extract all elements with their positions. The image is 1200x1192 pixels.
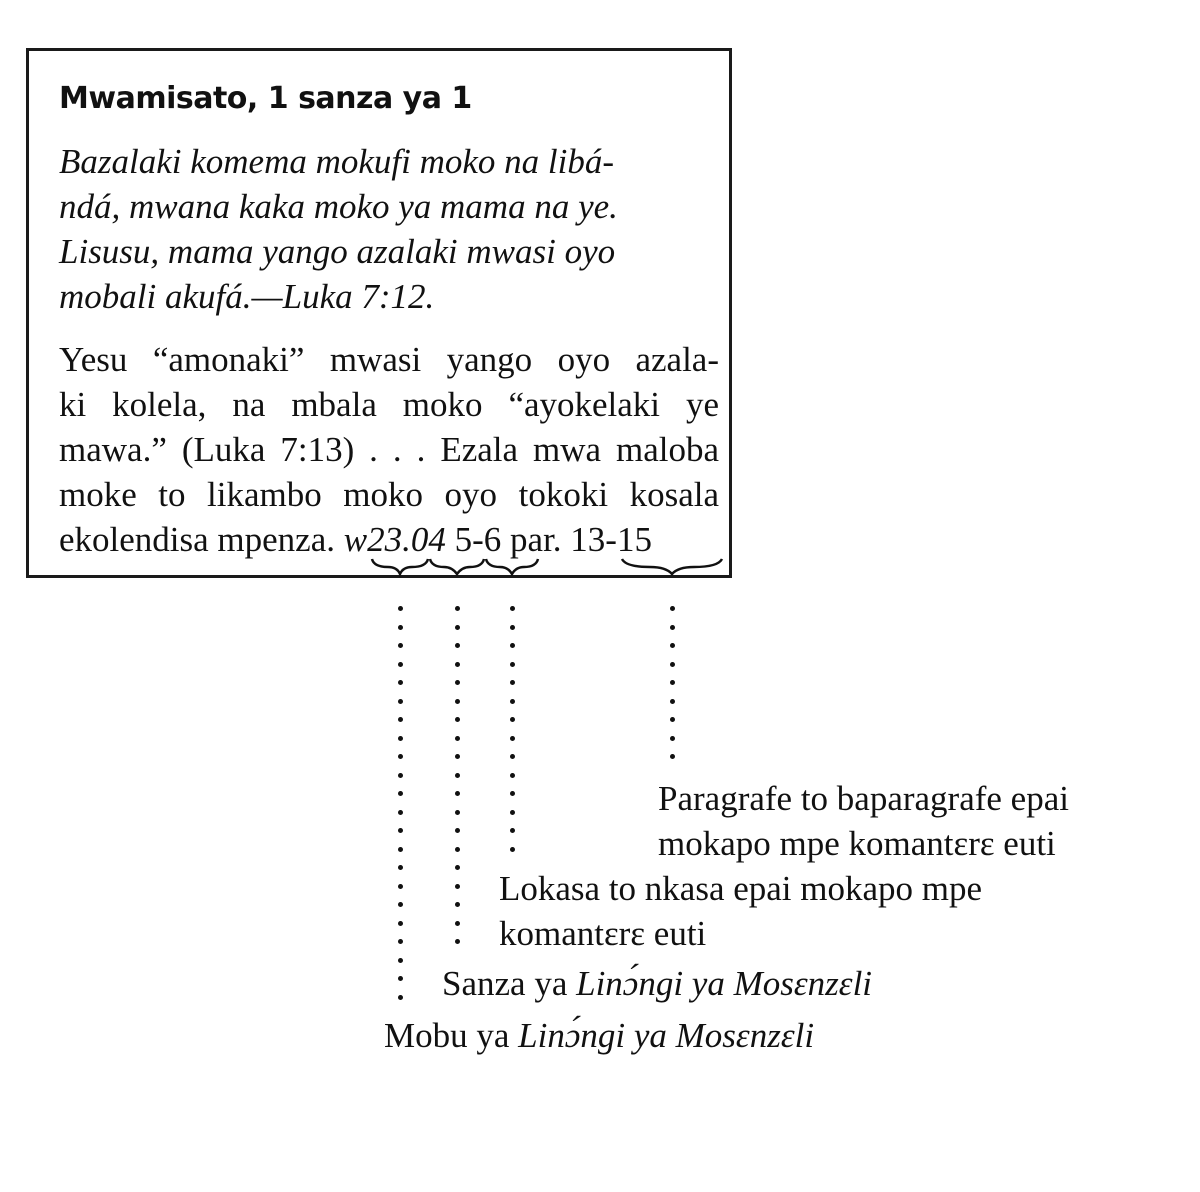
leader-dot: [510, 699, 515, 704]
leader-dot: [455, 773, 460, 778]
annotation-month: Sanza ya Linɔ́ngi ya Mosɛnzɛli: [442, 964, 873, 1003]
leader-dot: [398, 958, 403, 963]
leader-dot: [510, 662, 515, 667]
brace-year-icon: [370, 555, 430, 577]
leader-dot: [510, 847, 515, 852]
leader-dot: [398, 921, 403, 926]
leader-dot: [510, 680, 515, 685]
leader-dot: [670, 643, 675, 648]
leader-dot: [398, 754, 403, 759]
leader-dot: [455, 736, 460, 741]
leader-dot: [670, 736, 675, 741]
leader-dot: [398, 847, 403, 852]
leader-dot: [455, 699, 460, 704]
leader-dot: [510, 791, 515, 796]
leader-dot: [455, 754, 460, 759]
leader-dot: [455, 680, 460, 685]
leader-dot: [398, 884, 403, 889]
commentary-line: moke to likambo moko oyo tokoki kosala: [59, 475, 719, 514]
leader-dot: [670, 662, 675, 667]
leader-dot: [510, 810, 515, 815]
paragraph-range: 13-15: [570, 520, 652, 559]
leader-dot: [398, 606, 403, 611]
leader-dot: [455, 828, 460, 833]
leader-dot: [398, 662, 403, 667]
leader-dot: [455, 921, 460, 926]
leader-dot: [398, 828, 403, 833]
commentary-line: Yesu “amonaki” mwasi yango oyo azala-: [59, 340, 719, 379]
leader-dot: [455, 662, 460, 667]
daily-text-card: [26, 48, 732, 578]
leader-dot: [398, 736, 403, 741]
leader-dot: [670, 754, 675, 759]
leader-dot: [398, 717, 403, 722]
annotation-paragraphs: Paragrafe to baparagrafe epai mokapo mpe komantɛrɛ euti: [658, 779, 1069, 863]
leader-dot: [670, 625, 675, 630]
leader-dot: [510, 643, 515, 648]
card-title: Mwamisato, 1 sanza ya 1: [59, 81, 472, 116]
scripture-line: ndá, mwana kaka moko ya mama na ye.: [59, 187, 618, 226]
brace-month-icon: [428, 555, 486, 577]
leader-dot: [398, 643, 403, 648]
leader-dot: [398, 810, 403, 815]
leader-dot: [455, 625, 460, 630]
leader-dot: [670, 699, 675, 704]
scripture-line: mobali akufá.—Luka 7:12.: [59, 277, 435, 316]
leader-dot: [455, 791, 460, 796]
leader-dot: [398, 995, 403, 1000]
leader-dot: [670, 717, 675, 722]
scripture-line: Bazalaki komema mokufi moko na libá-: [59, 142, 615, 181]
leader-dot: [455, 884, 460, 889]
leader-dot: [455, 717, 460, 722]
leader-dot: [398, 939, 403, 944]
leader-dot: [455, 606, 460, 611]
leader-dot: [455, 847, 460, 852]
leader-dot: [510, 773, 515, 778]
leader-dot: [398, 699, 403, 704]
leader-dot: [455, 902, 460, 907]
annotation-year: Mobu ya Linɔ́ngi ya Mosɛnzɛli: [384, 1016, 815, 1055]
publication-code: w23.04: [343, 520, 446, 559]
brace-pages-icon: [484, 555, 540, 577]
leader-dot: [510, 625, 515, 630]
leader-dot: [510, 754, 515, 759]
leader-dot: [510, 736, 515, 741]
commentary-line: ki kolela, na mbala moko “ayokelaki ye: [59, 385, 719, 424]
leader-dot: [455, 865, 460, 870]
leader-dot: [398, 976, 403, 981]
leader-dot: [670, 680, 675, 685]
scripture-quote: [59, 139, 719, 319]
commentary-line: mawa.” (Luka 7:13) . . . Ezala mwa maloba: [59, 430, 719, 469]
leader-dot: [398, 680, 403, 685]
leader-dot: [670, 606, 675, 611]
commentary-end: ekolendisa mpenza.: [59, 520, 336, 559]
leader-dot: [510, 828, 515, 833]
leader-dot: [455, 810, 460, 815]
scripture-line: Lisusu, mama yango azalaki mwasi oyo: [59, 232, 616, 271]
leader-dot: [455, 939, 460, 944]
leader-dot: [510, 717, 515, 722]
leader-dot: [398, 865, 403, 870]
annotation-pages: Lokasa to nkasa epai mokapo mpe komantɛrɛ euti: [499, 869, 983, 953]
page-range: 5-6: [454, 520, 502, 559]
leader-dot: [398, 625, 403, 630]
par-label: par.: [510, 520, 562, 559]
commentary-text: [59, 337, 719, 562]
leader-dot: [455, 643, 460, 648]
leader-dot: [510, 606, 515, 611]
leader-dot: [398, 902, 403, 907]
brace-paragraphs-icon: [620, 555, 724, 577]
leader-dot: [398, 791, 403, 796]
leader-dot: [398, 773, 403, 778]
